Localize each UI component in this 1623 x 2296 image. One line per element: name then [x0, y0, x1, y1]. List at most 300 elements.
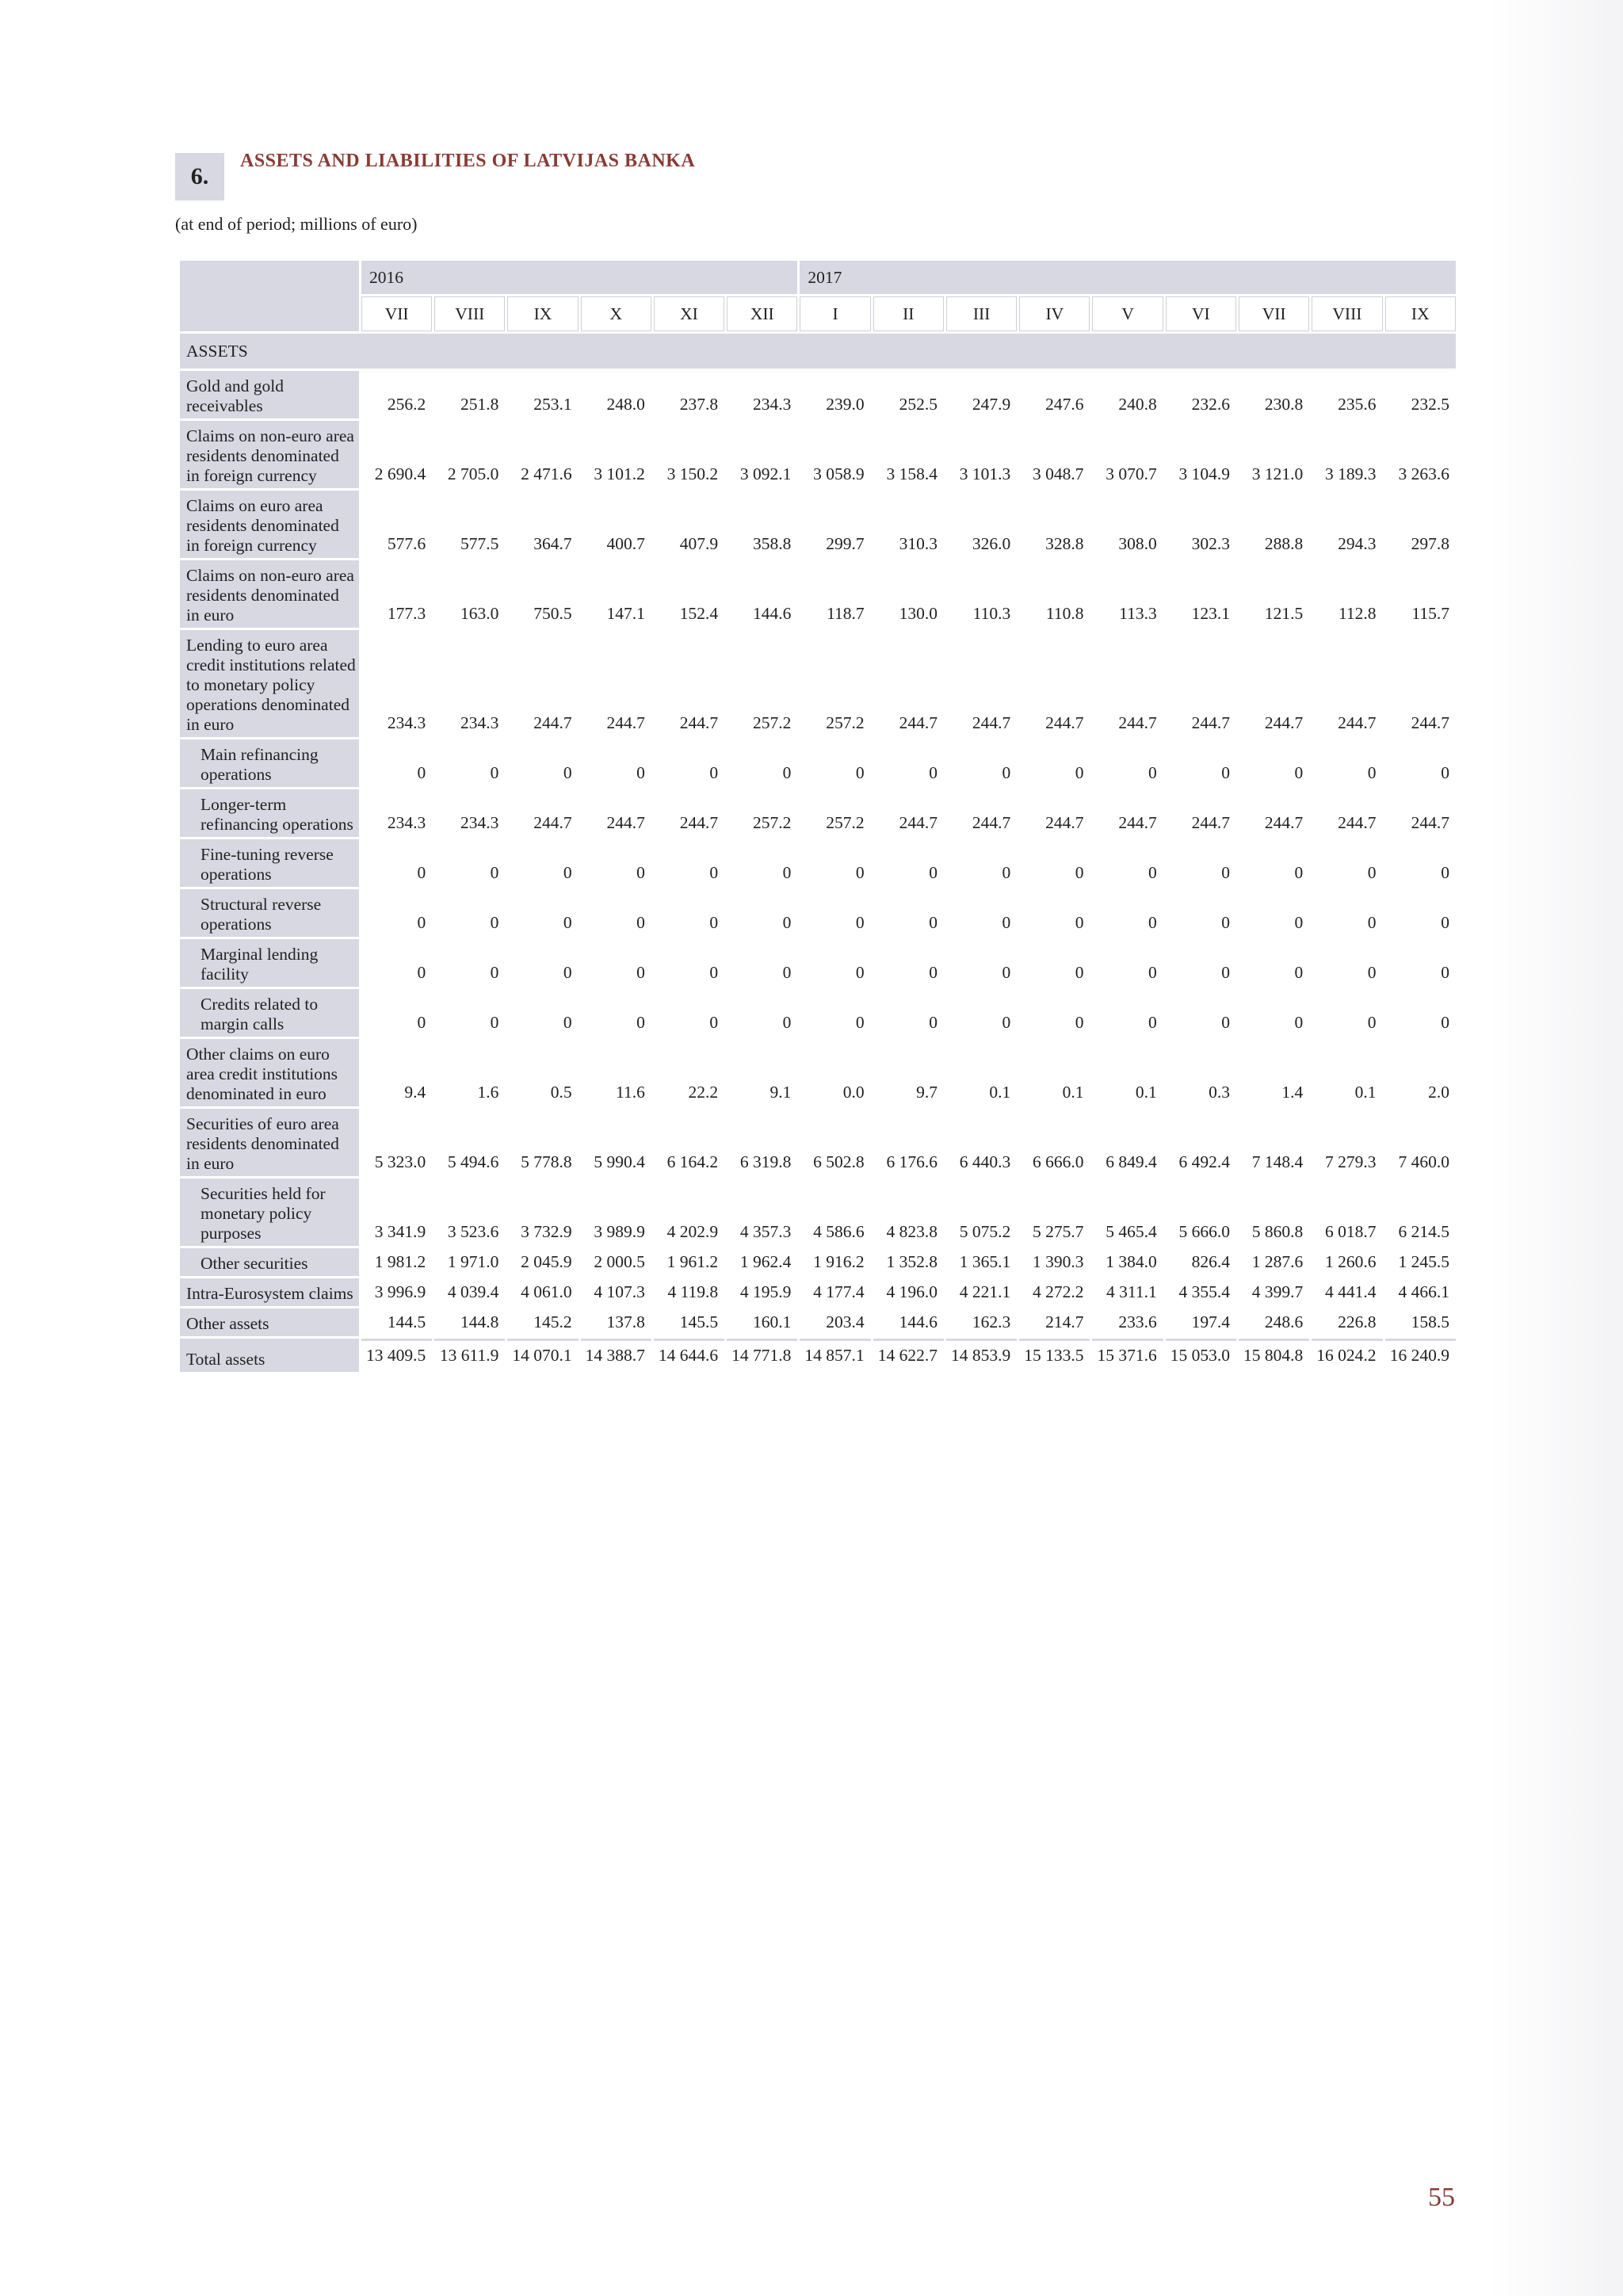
value-cell: 0.1 [1062, 1083, 1084, 1102]
value-cell: 400.7 [606, 534, 645, 553]
value-cell: 244.7 [679, 813, 719, 832]
value-cell: 1 384.0 [1106, 1252, 1157, 1271]
value-cell: 232.6 [1191, 395, 1230, 414]
table-row [180, 839, 1456, 887]
value-cell: 364.7 [533, 534, 572, 553]
value-cell: 252.5 [899, 395, 938, 414]
value-cell: 244.7 [1191, 713, 1230, 732]
row-label: Longer-term refinancing operations [180, 789, 359, 837]
value-cell: 123.1 [1191, 604, 1230, 623]
value-cell: 0 [1294, 1013, 1304, 1032]
table-row [180, 630, 1456, 737]
value-cell: 7 279.3 [1325, 1152, 1377, 1171]
value-cell: 0 [1075, 863, 1084, 882]
value-cell: 0 [1148, 913, 1157, 932]
value-cell: 328.8 [1045, 534, 1084, 553]
value-cell: 0 [1294, 763, 1304, 782]
value-cell: 750.5 [533, 604, 572, 623]
value-cell: 234.3 [387, 713, 426, 732]
value-cell: 0 [1441, 963, 1449, 982]
value-cell: 137.8 [606, 1312, 645, 1331]
value-cell: 3 158.4 [886, 464, 938, 483]
value-cell: 3 996.9 [374, 1282, 426, 1301]
value-cell: 577.6 [387, 534, 426, 553]
table-row [180, 1248, 1456, 1276]
value-cell: 2 690.4 [374, 464, 426, 483]
month-header: VI [1166, 296, 1236, 331]
month-header: XII [727, 296, 797, 331]
value-cell: 244.7 [606, 813, 645, 832]
value-cell: 2 000.5 [594, 1252, 645, 1271]
value-cell: 257.2 [826, 713, 865, 732]
row-label: Securities held for monetary policy purposes [180, 1179, 359, 1246]
value-cell: 234.3 [460, 713, 499, 732]
row-label: Claims on non-euro area residents denominated in euro [180, 560, 359, 628]
value-cell: 0 [490, 913, 499, 932]
value-cell: 4 195.9 [739, 1282, 792, 1301]
value-cell: 0 [1441, 1013, 1449, 1032]
value-cell: 147.1 [606, 604, 645, 623]
value-cell: 310.3 [899, 534, 938, 553]
value-cell: 248.0 [606, 395, 645, 414]
value-cell: 9.7 [916, 1083, 938, 1102]
value-cell: 0 [563, 763, 572, 782]
value-cell: 0 [782, 913, 792, 932]
value-cell: 0 [855, 763, 865, 782]
value-cell: 5 860.8 [1251, 1222, 1304, 1241]
value-cell: 0 [1294, 963, 1304, 982]
value-cell: 244.7 [1264, 713, 1304, 732]
value-cell: 0 [636, 863, 645, 882]
table-row [180, 1278, 1456, 1306]
value-cell: 233.6 [1118, 1312, 1157, 1331]
value-cell: 1 365.1 [959, 1252, 1011, 1271]
table-row [180, 1308, 1456, 1336]
row-label: Fine-tuning reverse operations [180, 839, 359, 887]
value-cell: 239.0 [826, 395, 865, 414]
value-cell: 144.6 [753, 604, 792, 623]
value-cell: 6 849.4 [1106, 1152, 1157, 1171]
value-cell: 0 [1221, 963, 1230, 982]
value-cell: 4 202.9 [666, 1222, 719, 1241]
value-cell: 234.3 [460, 813, 499, 832]
value-cell: 3 989.9 [594, 1222, 645, 1241]
value-cell: 0 [1002, 863, 1011, 882]
table-row [180, 491, 1456, 558]
month-header: X [581, 296, 651, 331]
row-label: Main refinancing operations [180, 739, 359, 787]
total-value-cell: 14 644.6 [654, 1339, 724, 1372]
value-cell: 0 [563, 913, 572, 932]
total-row [180, 1339, 1456, 1372]
table-row [180, 889, 1456, 937]
value-cell: 160.1 [753, 1312, 792, 1331]
month-header: IX [507, 296, 578, 331]
value-cell: 0 [490, 763, 499, 782]
table-row [180, 1109, 1456, 1176]
value-cell: 6 214.5 [1398, 1222, 1449, 1241]
value-cell: 0 [929, 913, 938, 932]
value-cell: 0 [1221, 863, 1230, 882]
value-cell: 2 471.6 [521, 464, 572, 483]
value-cell: 9.1 [769, 1083, 792, 1102]
value-cell: 253.1 [533, 395, 572, 414]
value-cell: 0 [709, 1013, 719, 1032]
value-cell: 1.6 [477, 1083, 499, 1102]
value-cell: 121.5 [1264, 604, 1304, 623]
total-value-cell: 14 622.7 [873, 1339, 944, 1372]
value-cell: 22.2 [688, 1083, 719, 1102]
table-row [180, 1039, 1456, 1106]
value-cell: 4 272.2 [1032, 1282, 1084, 1301]
value-cell: 3 732.9 [521, 1222, 572, 1241]
value-cell: 0 [782, 763, 792, 782]
row-label: Lending to euro area credit institutions related to monetary policy operations denominated in euro [180, 630, 359, 737]
value-cell: 6 440.3 [959, 1152, 1011, 1171]
value-cell: 3 121.0 [1251, 464, 1304, 483]
page-edge-shading [1488, 0, 1623, 2296]
assets-table [178, 258, 1458, 1374]
value-cell: 247.6 [1045, 395, 1084, 414]
value-cell: 0 [1367, 963, 1377, 982]
value-cell: 5 666.0 [1178, 1222, 1230, 1241]
value-cell: 0 [1367, 913, 1377, 932]
value-cell: 226.8 [1338, 1312, 1377, 1331]
value-cell: 0 [709, 963, 719, 982]
value-cell: 256.2 [387, 395, 426, 414]
assets-table-body [180, 261, 1456, 1372]
value-cell: 0 [490, 963, 499, 982]
value-cell: 0 [1367, 863, 1377, 882]
value-cell: 0 [1148, 1013, 1157, 1032]
value-cell: 4 586.6 [813, 1222, 865, 1241]
row-label: Structural reverse operations [180, 889, 359, 937]
value-cell: 4 823.8 [886, 1222, 938, 1241]
row-label: Other securities [180, 1248, 359, 1276]
value-cell: 3 523.6 [447, 1222, 499, 1241]
row-label: Marginal lending facility [180, 939, 359, 987]
total-value-cell: 14 853.9 [946, 1339, 1017, 1372]
value-cell: 244.7 [533, 713, 572, 732]
value-cell: 5 778.8 [521, 1152, 572, 1171]
month-header-row [180, 296, 1456, 331]
value-cell: 4 177.4 [813, 1282, 865, 1301]
total-value-cell: 14 388.7 [581, 1339, 651, 1372]
value-cell: 5 323.0 [374, 1152, 426, 1171]
value-cell: 2.0 [1428, 1083, 1449, 1102]
value-cell: 244.7 [1045, 813, 1084, 832]
month-header: IX [1385, 296, 1456, 331]
value-cell: 3 189.3 [1325, 464, 1377, 483]
value-cell: 244.7 [899, 813, 938, 832]
value-cell: 0 [1075, 763, 1084, 782]
value-cell: 1 916.2 [813, 1252, 865, 1271]
header-corner [180, 261, 359, 331]
value-cell: 144.5 [387, 1312, 426, 1331]
value-cell: 4 196.0 [886, 1282, 938, 1301]
value-cell: 244.7 [606, 713, 645, 732]
value-cell: 0 [490, 863, 499, 882]
value-cell: 0 [1148, 863, 1157, 882]
value-cell: 112.8 [1338, 604, 1377, 623]
value-cell: 158.5 [1411, 1312, 1449, 1331]
total-value-cell: 15 133.5 [1019, 1339, 1090, 1372]
value-cell: 4 399.7 [1251, 1282, 1304, 1301]
value-cell: 0 [636, 1013, 645, 1032]
value-cell: 1 962.4 [739, 1252, 792, 1271]
value-cell: 326.0 [972, 534, 1011, 553]
value-cell: 1 287.6 [1251, 1252, 1304, 1271]
year-header-row [180, 261, 1456, 294]
value-cell: 5 990.4 [594, 1152, 645, 1171]
value-cell: 234.3 [753, 395, 792, 414]
value-cell: 0 [929, 1013, 938, 1032]
value-cell: 244.7 [533, 813, 572, 832]
value-cell: 7 148.4 [1251, 1152, 1304, 1171]
value-cell: 6 176.6 [886, 1152, 938, 1171]
value-cell: 0 [709, 913, 719, 932]
value-cell: 0 [855, 863, 865, 882]
value-cell: 115.7 [1411, 604, 1449, 623]
value-cell: 197.4 [1191, 1312, 1230, 1331]
value-cell: 6 164.2 [666, 1152, 719, 1171]
value-cell: 308.0 [1118, 534, 1157, 553]
value-cell: 244.7 [1118, 813, 1157, 832]
table-row [180, 989, 1456, 1037]
value-cell: 0 [1221, 1013, 1230, 1032]
value-cell: 0 [782, 963, 792, 982]
value-cell: 1 961.2 [666, 1252, 719, 1271]
row-label: Intra-Eurosystem claims [180, 1278, 359, 1306]
value-cell: 3 092.1 [739, 464, 792, 483]
value-cell: 0.1 [1354, 1083, 1377, 1102]
value-cell: 251.8 [460, 395, 499, 414]
total-value-cell: 14 857.1 [800, 1339, 870, 1372]
value-cell: 144.6 [899, 1312, 938, 1331]
value-cell: 0 [1002, 913, 1011, 932]
value-cell: 407.9 [679, 534, 719, 553]
value-cell: 4 311.1 [1106, 1282, 1157, 1301]
section-label: ASSETS [180, 334, 1456, 369]
value-cell: 3 058.9 [813, 464, 865, 483]
value-cell: 0 [929, 863, 938, 882]
value-cell: 0 [636, 763, 645, 782]
value-cell: 240.8 [1118, 395, 1157, 414]
month-header: XI [654, 296, 724, 331]
value-cell: 1 390.3 [1032, 1252, 1084, 1271]
month-header: III [946, 296, 1017, 331]
value-cell: 257.2 [826, 813, 865, 832]
value-cell: 0 [417, 763, 426, 782]
value-cell: 5 465.4 [1106, 1222, 1157, 1241]
value-cell: 5 275.7 [1032, 1222, 1084, 1241]
value-cell: 0 [563, 863, 572, 882]
value-cell: 244.7 [1338, 713, 1377, 732]
value-cell: 0 [1441, 863, 1449, 882]
month-header: VII [1239, 296, 1309, 331]
value-cell: 5 075.2 [959, 1222, 1011, 1241]
value-cell: 2 705.0 [447, 464, 499, 483]
row-label: Claims on euro area residents denominated in foreign currency [180, 491, 359, 558]
value-cell: 1 981.2 [374, 1252, 426, 1271]
value-cell: 0 [636, 963, 645, 982]
value-cell: 0 [929, 963, 938, 982]
value-cell: 244.7 [899, 713, 938, 732]
month-header: V [1092, 296, 1163, 331]
table-row [180, 939, 1456, 987]
row-label: Other assets [180, 1308, 359, 1336]
value-cell: 232.5 [1411, 395, 1449, 414]
value-cell: 0 [1441, 913, 1449, 932]
value-cell: 0 [417, 1013, 426, 1032]
value-cell: 177.3 [387, 604, 426, 623]
month-header: VII [361, 296, 432, 331]
value-cell: 0 [1002, 1013, 1011, 1032]
value-cell: 0 [1367, 1013, 1377, 1032]
year-header: 2016 [361, 261, 797, 294]
value-cell: 7 460.0 [1398, 1152, 1449, 1171]
month-header: II [873, 296, 944, 331]
table-subtitle: (at end of period; millions of euro) [175, 214, 418, 234]
value-cell: 4 107.3 [594, 1282, 645, 1301]
value-cell: 144.8 [460, 1312, 499, 1331]
value-cell: 0 [1002, 963, 1011, 982]
table-row [180, 421, 1456, 488]
value-cell: 244.7 [1191, 813, 1230, 832]
value-cell: 9.4 [404, 1083, 426, 1102]
row-label: Securities of euro area residents denominated in euro [180, 1109, 359, 1176]
value-cell: 0 [1221, 763, 1230, 782]
value-cell: 234.3 [387, 813, 426, 832]
total-value-cell: 14 070.1 [507, 1339, 578, 1372]
total-value-cell: 15 053.0 [1166, 1339, 1236, 1372]
value-cell: 0 [855, 913, 865, 932]
value-cell: 248.6 [1264, 1312, 1304, 1331]
value-cell: 0 [1075, 913, 1084, 932]
value-cell: 0 [1075, 1013, 1084, 1032]
value-cell: 3 263.6 [1398, 464, 1449, 483]
value-cell: 0 [636, 913, 645, 932]
value-cell: 0 [1002, 763, 1011, 782]
value-cell: 6 319.8 [739, 1152, 792, 1171]
value-cell: 1 352.8 [886, 1252, 938, 1271]
month-header: VIII [1312, 296, 1382, 331]
value-cell: 0 [1441, 763, 1449, 782]
value-cell: 0 [417, 913, 426, 932]
value-cell: 0 [855, 963, 865, 982]
value-cell: 0 [709, 863, 719, 882]
value-cell: 1.4 [1281, 1083, 1304, 1102]
row-label: Gold and gold receivables [180, 371, 359, 418]
value-cell: 244.7 [972, 713, 1011, 732]
value-cell: 0 [1148, 963, 1157, 982]
value-cell: 0 [1294, 863, 1304, 882]
value-cell: 0.5 [550, 1083, 572, 1102]
value-cell: 6 666.0 [1032, 1152, 1084, 1171]
value-cell: 3 341.9 [374, 1222, 426, 1241]
value-cell: 163.0 [460, 604, 499, 623]
total-value-cell: 13 611.9 [434, 1339, 505, 1372]
total-value-cell: 15 371.6 [1092, 1339, 1163, 1372]
value-cell: 3 104.9 [1178, 464, 1230, 483]
value-cell: 0 [417, 963, 426, 982]
value-cell: 4 221.1 [959, 1282, 1011, 1301]
value-cell: 244.7 [1411, 713, 1449, 732]
value-cell: 4 466.1 [1398, 1282, 1449, 1301]
total-value-cell: 16 024.2 [1312, 1339, 1382, 1372]
value-cell: 244.7 [1411, 813, 1449, 832]
value-cell: 6 018.7 [1325, 1222, 1377, 1241]
value-cell: 244.7 [679, 713, 719, 732]
value-cell: 3 101.2 [594, 464, 645, 483]
value-cell: 0 [1221, 913, 1230, 932]
value-cell: 118.7 [827, 604, 865, 623]
value-cell: 302.3 [1191, 534, 1230, 553]
value-cell: 247.9 [972, 395, 1011, 414]
value-cell: 4 119.8 [667, 1282, 719, 1301]
value-cell: 4 441.4 [1325, 1282, 1377, 1301]
value-cell: 203.4 [826, 1312, 865, 1331]
value-cell: 6 502.8 [813, 1152, 865, 1171]
table-row [180, 789, 1456, 837]
value-cell: 230.8 [1264, 395, 1304, 414]
value-cell: 826.4 [1191, 1252, 1230, 1271]
value-cell: 577.5 [460, 534, 499, 553]
table-row [180, 560, 1456, 628]
value-cell: 244.7 [1045, 713, 1084, 732]
value-cell: 0.0 [842, 1083, 865, 1102]
value-cell: 0 [929, 763, 938, 782]
table-title: ASSETS AND LIABILITIES OF LATVIJAS BANKA [240, 151, 696, 171]
value-cell: 162.3 [972, 1312, 1011, 1331]
value-cell: 237.8 [679, 395, 719, 414]
value-cell: 6 492.4 [1178, 1152, 1230, 1171]
value-cell: 3 150.2 [666, 464, 719, 483]
value-cell: 0 [417, 863, 426, 882]
value-cell: 1 260.6 [1325, 1252, 1377, 1271]
value-cell: 244.7 [1264, 813, 1304, 832]
value-cell: 3 070.7 [1106, 464, 1157, 483]
value-cell: 299.7 [826, 534, 865, 553]
section-number: 6. [175, 153, 224, 201]
value-cell: 358.8 [753, 534, 792, 553]
value-cell: 294.3 [1338, 534, 1377, 553]
page-number: 55 [1428, 2183, 1455, 2212]
month-header: VIII [434, 296, 505, 331]
value-cell: 0 [1075, 963, 1084, 982]
value-cell: 288.8 [1264, 534, 1304, 553]
value-cell: 235.6 [1338, 395, 1377, 414]
value-cell: 0 [709, 763, 719, 782]
table-row [180, 1179, 1456, 1246]
total-value-cell: 14 771.8 [727, 1339, 797, 1372]
total-value-cell: 13 409.5 [361, 1339, 432, 1372]
value-cell: 1 245.5 [1398, 1252, 1449, 1271]
value-cell: 0.1 [1135, 1083, 1157, 1102]
table-row [180, 371, 1456, 418]
value-cell: 0 [855, 1013, 865, 1032]
value-cell: 244.7 [972, 813, 1011, 832]
value-cell: 152.4 [679, 604, 719, 623]
value-cell: 145.2 [533, 1312, 572, 1331]
value-cell: 0 [1367, 763, 1377, 782]
value-cell: 5 494.6 [447, 1152, 499, 1171]
table-row [180, 739, 1456, 787]
value-cell: 2 045.9 [521, 1252, 572, 1271]
value-cell: 113.3 [1119, 604, 1157, 623]
value-cell: 244.7 [1118, 713, 1157, 732]
value-cell: 0 [563, 1013, 572, 1032]
